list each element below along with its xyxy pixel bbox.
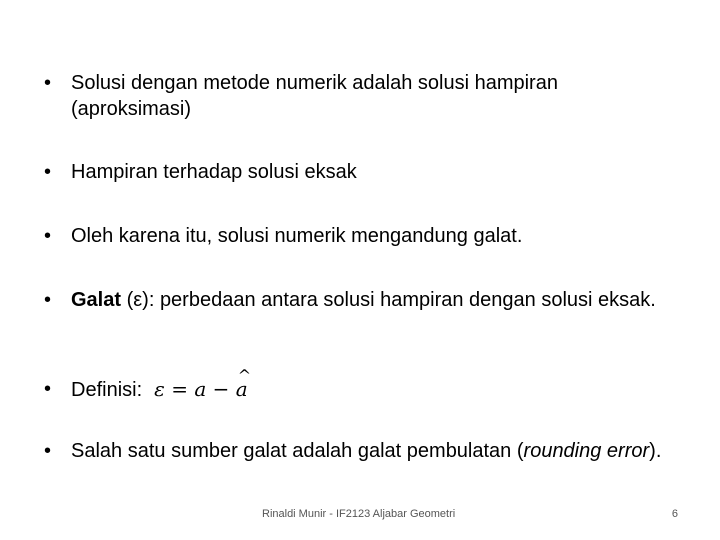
bullet-4 <box>44 287 664 313</box>
footer-author: Rinaldi Munir - IF2123 Aljabar Geometri <box>262 508 456 520</box>
bullet-marker: • <box>44 378 52 400</box>
bullet-text <box>71 287 664 313</box>
bullet-2 <box>44 159 664 185</box>
bullet-5 <box>44 376 664 403</box>
error-formula <box>154 376 248 402</box>
formula-a: a <box>194 377 207 401</box>
bullet-text <box>71 438 664 464</box>
bullet-marker: • <box>44 440 52 462</box>
bullet-text: Hampiran terhadap solusi eksak <box>71 161 357 183</box>
definisi-label: Definisi: <box>71 379 143 401</box>
rounding-error-term: rounding error <box>523 440 650 462</box>
formula-equals: = <box>164 377 195 401</box>
bullet-1 <box>44 70 664 122</box>
formula-minus: − <box>206 377 236 401</box>
galat-definition: (ε): perbedaan antara solusi hampiran dengan solusi eksak. <box>121 289 656 311</box>
bullet-marker: • <box>44 72 52 94</box>
galat-term: Galat <box>71 289 122 311</box>
bullet-marker: • <box>44 289 52 311</box>
bullet-3 <box>44 223 664 249</box>
bullet-6-before: Salah satu sumber galat adalah galat pembulatan ( <box>71 440 524 462</box>
bullet-text <box>71 376 664 403</box>
page-number: 6 <box>671 508 678 520</box>
formula-epsilon: ε <box>154 377 165 401</box>
bullet-marker: • <box>44 161 52 183</box>
bullet-text: Oleh karena itu, solusi numerik mengandung galat. <box>71 225 523 247</box>
bullet-6-after: ). <box>649 440 662 462</box>
bullet-marker: • <box>44 225 52 247</box>
formula-a-hat: ^ a <box>236 376 248 402</box>
bullet-6 <box>44 438 664 464</box>
bullet-text: Solusi dengan metode numerik adalah solusi hampiran (aproksimasi) <box>71 72 558 120</box>
